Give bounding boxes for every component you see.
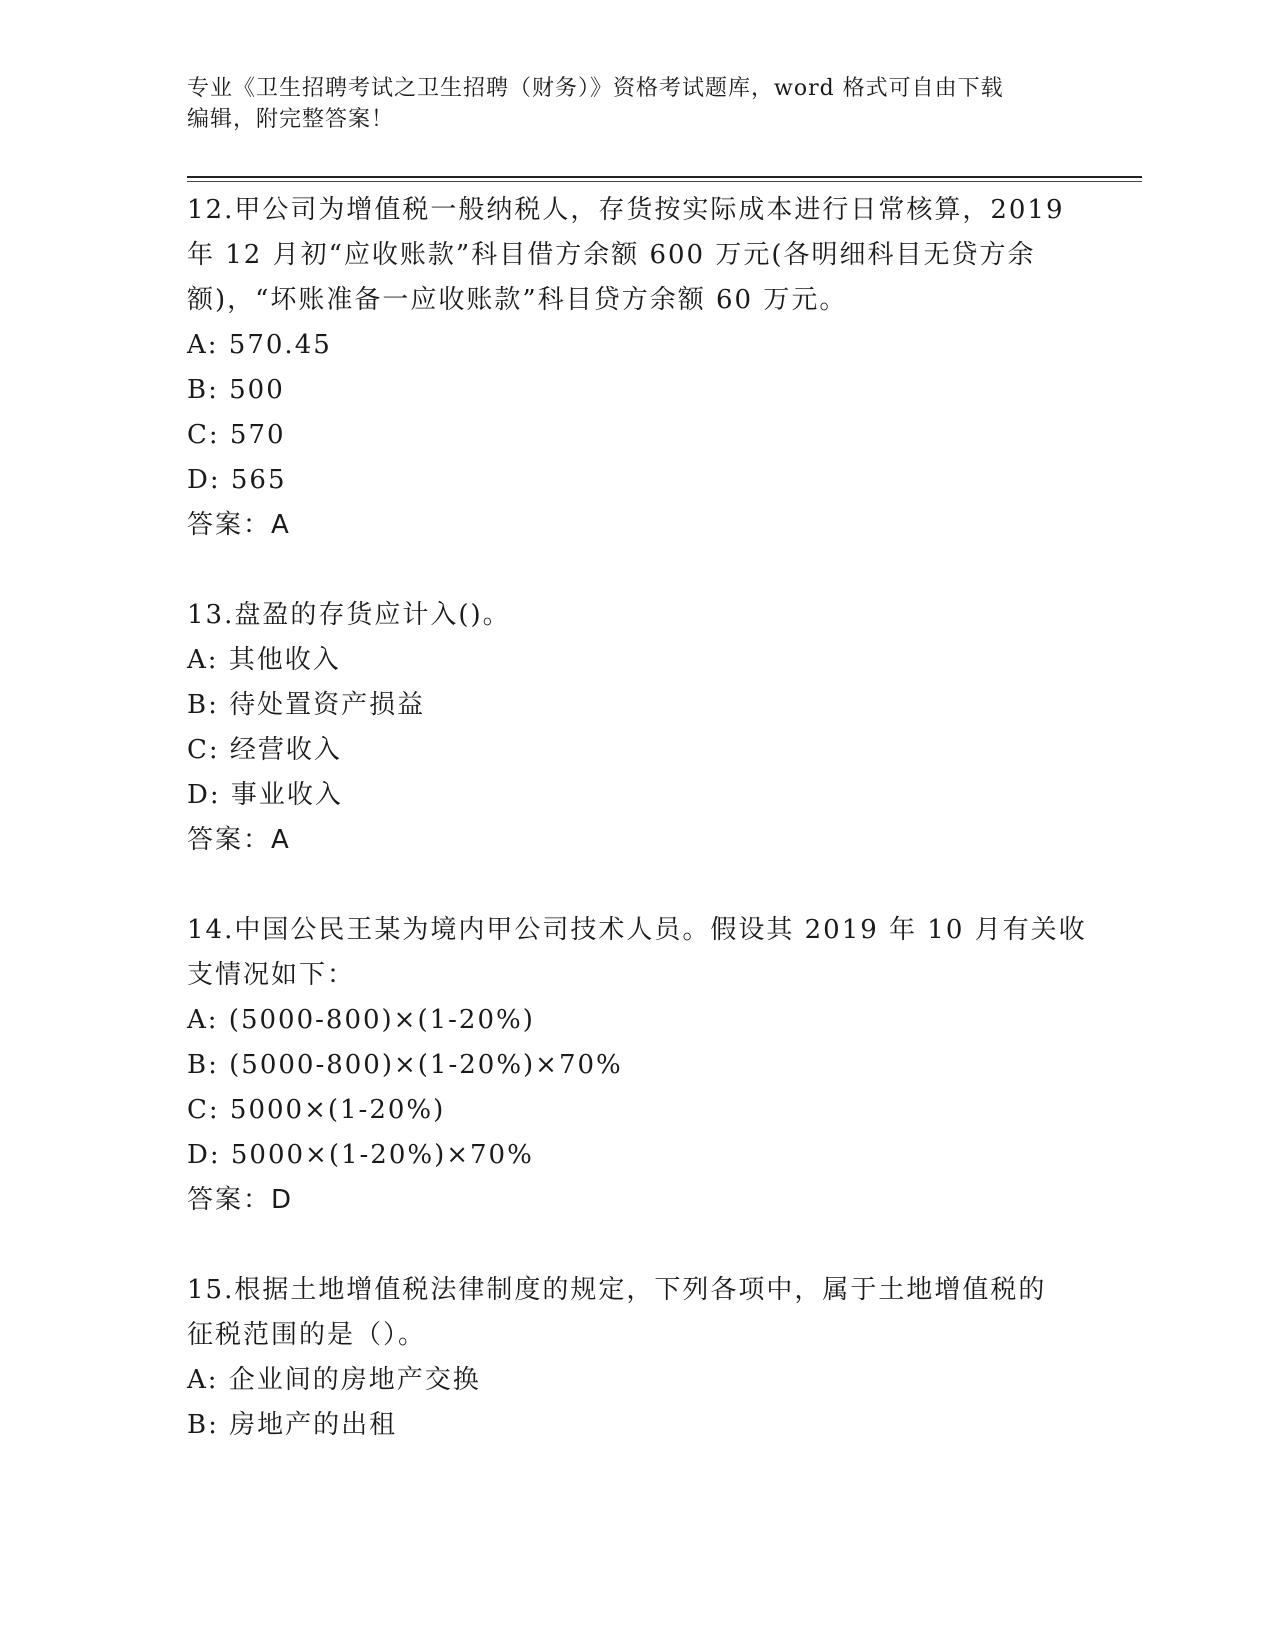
- document-header: [187, 73, 1077, 135]
- spacer: [187, 863, 1087, 908]
- option-c: C: 经营收入: [187, 735, 342, 765]
- question-list: [187, 188, 1087, 1448]
- question-stem: [187, 593, 1087, 638]
- option-c: C: 570: [187, 420, 286, 450]
- option-a: A: 其他收入: [187, 645, 341, 675]
- header-line-1: 专业《卫生招聘考试之卫生招聘（财务）》资格考试题库，word 格式可自由下载: [187, 76, 1004, 101]
- question-stem: [187, 908, 1087, 998]
- answer-line: 答案：A: [187, 825, 291, 855]
- spacer: [187, 548, 1087, 593]
- header-divider-thin: [187, 181, 1142, 182]
- question-13: [187, 593, 1087, 863]
- question-12: [187, 188, 1087, 548]
- option-d: D: 5000×(1-20%)×70%: [187, 1140, 534, 1170]
- option-b: B: 待处置资产损益: [187, 690, 426, 720]
- option-b: B: 房地产的出租: [187, 1410, 398, 1440]
- stem-line: 14.中国公民王某为境内甲公司技术人员。假设其 2019 年 10 月有关收: [187, 915, 1087, 945]
- option-d: D: 565: [187, 465, 287, 495]
- header-line-2: 编辑，附完整答案！: [187, 107, 395, 132]
- stem-line: 支情况如下：: [187, 960, 356, 990]
- question-14: [187, 908, 1087, 1223]
- question-stem: [187, 1268, 1087, 1358]
- spacer: [187, 1223, 1087, 1268]
- stem-line: 13.盘盈的存货应计入()。: [187, 600, 511, 630]
- option-a: A: (5000-800)×(1-20%): [187, 1005, 535, 1035]
- question-15: [187, 1268, 1087, 1448]
- option-a: A: 企业间的房地产交换: [187, 1365, 481, 1395]
- answer-line: 答案：A: [187, 510, 291, 540]
- option-a: A: 570.45: [187, 330, 332, 360]
- stem-line: 15.根据土地增值税法律制度的规定，下列各项中，属于土地增值税的: [187, 1275, 1047, 1305]
- stem-line: 征税范围的是（）。: [187, 1320, 427, 1350]
- option-b: B: (5000-800)×(1-20%)×70%: [187, 1050, 623, 1080]
- header-divider-thick: [187, 176, 1142, 178]
- option-c: C: 5000×(1-20%): [187, 1095, 446, 1125]
- option-d: D: 事业收入: [187, 780, 343, 810]
- stem-line: 年 12 月初“应收账款”科目借方余额 600 万元(各明细科目无贷方余: [187, 240, 1036, 270]
- stem-line: 12.甲公司为增值税一般纳税人，存货按实际成本进行日常核算，2019: [187, 195, 1065, 225]
- question-stem: [187, 188, 1087, 323]
- stem-line: 额)，“坏账准备一应收账款”科目贷方余额 60 万元。: [187, 285, 848, 315]
- option-b: B: 500: [187, 375, 285, 405]
- answer-line: 答案：D: [187, 1185, 294, 1215]
